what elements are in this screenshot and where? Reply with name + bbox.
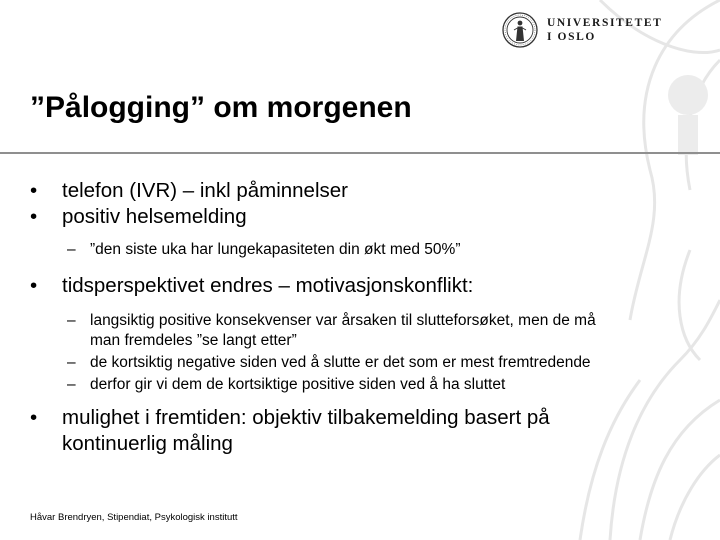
bullet-marker: • [30,406,38,429]
sub-bullet-item [30,375,630,395]
title-divider [0,152,720,154]
bullet-item [30,204,630,230]
bullet-item [30,178,630,204]
university-logo [502,12,662,48]
bullet-text: telefon (IVR) – inkl påminnelser [62,179,348,202]
sub-bullet-text: langsiktig positive konsekvenser var årsaken til slutteforsøket, men de må man fremdeles ”se langt etter” [90,312,596,349]
footer-text: Håvar Brendryen, Stipendiat, Psykologisk institutt [30,512,238,523]
slide-title: ”Pålogging” om morgenen [30,91,412,124]
bullet-item [30,273,630,299]
sub-bullet-item [30,240,630,260]
logo-line-2: I OSLO [547,31,596,43]
sub-bullet-item [30,353,630,373]
bullet-marker: • [30,274,38,297]
sub-bullet-text: de kortsiktig negative siden ved å slutte er det som er mest fremtredende [90,354,591,371]
bullet-item [30,405,630,457]
bullet-text: tidsperspektivet endres – motivasjonskonflikt: [62,274,474,297]
dash-marker: – [67,376,76,393]
dash-marker: – [67,241,76,258]
bullet-text: mulighet i fremtiden: objektiv tilbakemelding basert på kontinuerlig måling [62,406,550,455]
university-seal-icon [502,12,538,48]
sub-bullet-text: ”den siste uka har lungekapasiteten din økt med 50%” [90,241,461,258]
sub-bullet-text: derfor gir vi dem de kortsiktige positive siden ved å ha sluttet [90,376,506,393]
dash-marker: – [67,312,76,329]
bullet-marker: • [30,205,38,228]
bullet-marker: • [30,179,38,202]
logo-line-1: UNIVERSITETET [547,17,663,29]
slide-body [30,178,630,457]
bullet-text: positiv helsemelding [62,205,247,228]
sub-bullet-item [30,311,630,351]
dash-marker: – [67,354,76,371]
